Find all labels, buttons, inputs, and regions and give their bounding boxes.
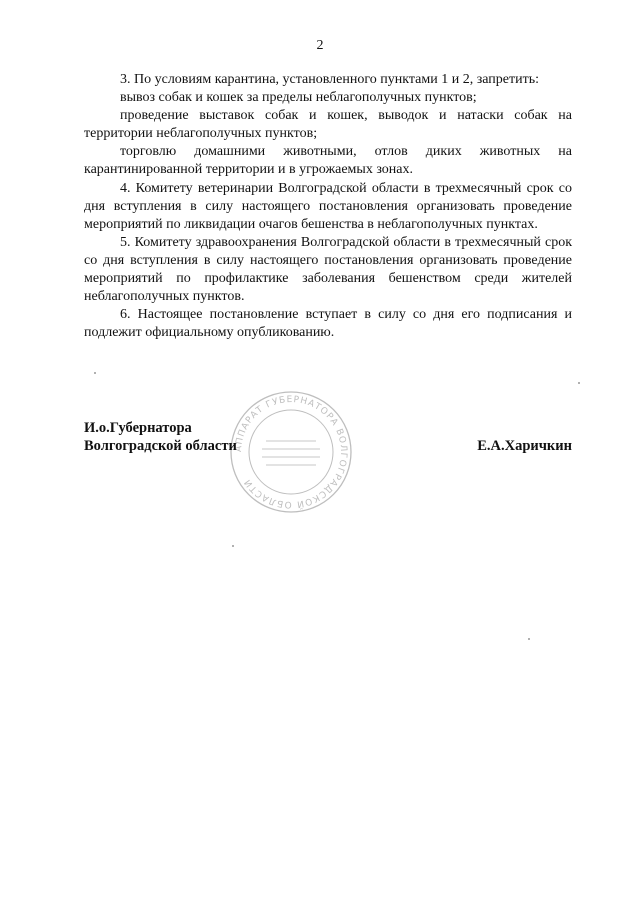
scan-speck — [232, 545, 234, 547]
page-number: 2 — [316, 38, 324, 53]
paragraph-6: 6. Настоящее постановление вступает в силу со дня его подписания и подлежит официальному опубликованию. — [84, 307, 572, 341]
paragraph-3-item-trade: торговлю домашними животными, отлов диких животных на карантинированной территории и в угрожаемых зонах. — [84, 144, 572, 178]
paragraph-5: 5. Комитету здравоохранения Волгоградской области в трехмесячный срок со дня вступления в силу настоящего постановления организовать проведение мероприятий по профилактике заболевания бешенством среди жителей неблагополучных пунктов. — [84, 234, 572, 305]
signature-name: Е.А.Харичкин — [477, 438, 572, 454]
signature-title-line2: Волгоградской области — [84, 438, 237, 454]
signature-title-line1: И.о.Губернатора — [84, 420, 192, 436]
paragraph-3-intro: 3. По условиям карантина, установленного пунктами 1 и 2, запретить: — [120, 72, 539, 87]
document-body — [84, 71, 572, 342]
signature-block — [84, 419, 572, 459]
scan-speck — [578, 382, 580, 384]
paragraph-3-item-exhibitions: проведение выставок собак и кошек, выводок и натаски собак на территории неблагополучных пунктов; — [84, 108, 572, 142]
seal-outer-text: АППАРАТ ГУБЕРНАТОРА ВОЛГОГРАДСКОЙ ОБЛАСТИ — [233, 394, 349, 510]
scan-speck — [528, 638, 530, 640]
signature-title — [84, 419, 237, 455]
paragraph-4: 4. Комитету ветеринарии Волгоградской области в трехмесячный срок со дня вступления в силу настоящего постановления организовать проведение мероприятий по ликвидации очагов бешенства в неблагополучных пунктах. — [84, 180, 572, 232]
paragraph-3-item-export: вывоз собак и кошек за пределы неблагополучных пунктов; — [120, 90, 477, 106]
scan-speck — [94, 372, 96, 374]
